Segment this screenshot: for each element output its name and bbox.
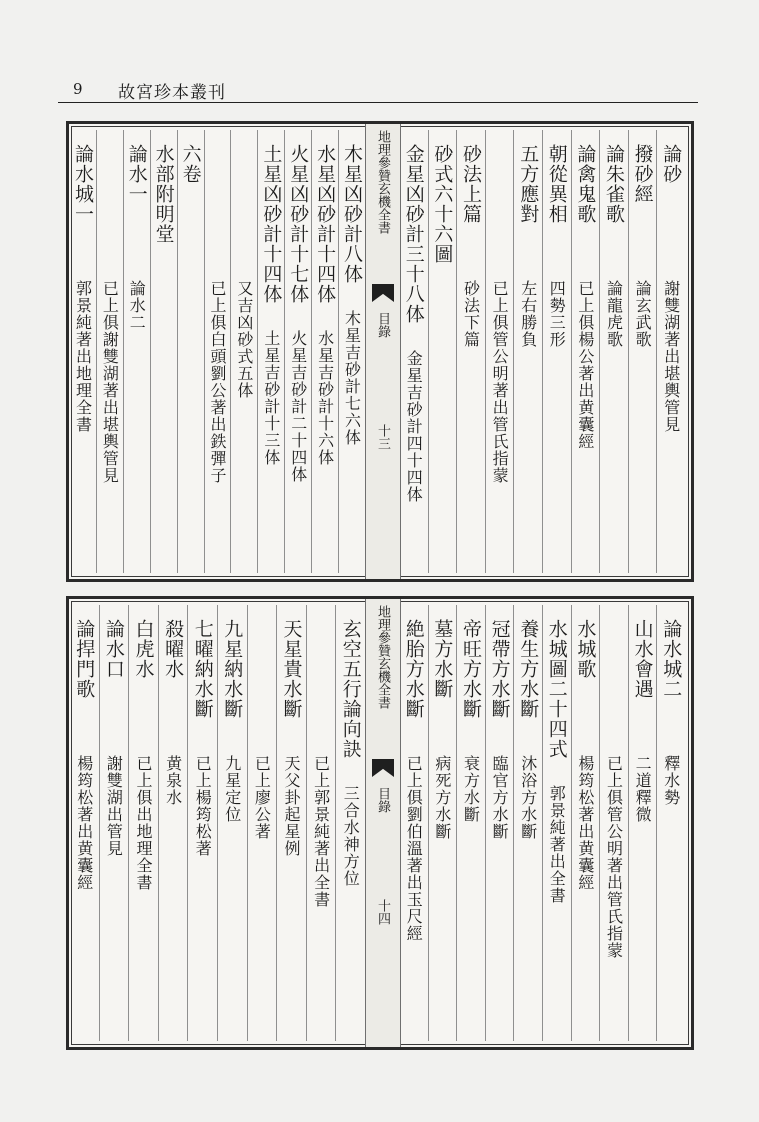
center-book-title: 地理參贊玄機全書 bbox=[375, 130, 390, 234]
toc-entry-title: 白虎水 bbox=[132, 619, 155, 679]
toc-entry-note: 論水二 bbox=[127, 280, 147, 331]
toc-column bbox=[428, 605, 458, 1041]
toc-column bbox=[456, 130, 486, 573]
toc-entry-title: 論砂 bbox=[660, 144, 683, 184]
toc-entry-note: 黄泉水 bbox=[163, 755, 183, 806]
toc-column bbox=[276, 605, 307, 1041]
toc-column bbox=[311, 130, 339, 573]
toc-entry-title: 水部附明堂 bbox=[152, 144, 175, 244]
toc-entry-note: 木星吉砂計七六体 bbox=[342, 310, 362, 446]
toc-column bbox=[628, 605, 658, 1041]
toc-column bbox=[571, 605, 601, 1041]
toc-column bbox=[628, 130, 658, 573]
toc-entry-title: 土星凶砂計十四体 bbox=[260, 144, 283, 304]
toc-entry-title: 山水會遇 bbox=[631, 619, 654, 699]
toc-entry-note: 郭景純著出地理全書 bbox=[73, 280, 93, 433]
toc-column bbox=[456, 605, 486, 1041]
toc-entry-title: 養生方水斷 bbox=[517, 619, 540, 719]
toc-entry-note: 天父卦起星例 bbox=[281, 755, 301, 857]
center-section-label: 目錄 bbox=[375, 312, 390, 338]
toc-column bbox=[217, 605, 248, 1041]
toc-entry-title: 論朱雀歌 bbox=[602, 144, 625, 224]
toc-entry-note: 水星吉砂計十六体 bbox=[315, 330, 335, 466]
center-fold-column bbox=[365, 599, 401, 1047]
center-section-label: 目錄 bbox=[375, 787, 390, 813]
center-book-title: 地理參贊玄機全書 bbox=[375, 605, 390, 709]
toc-entry-title: 七曜納水斷 bbox=[191, 619, 214, 719]
toc-column bbox=[69, 130, 97, 573]
toc-entry-title: 水城圖二十四式 bbox=[545, 619, 568, 759]
toc-entry-note: 已上俱楊公著出黄囊經 bbox=[575, 280, 595, 450]
toc-entry-note: 沐浴方水斷 bbox=[518, 755, 538, 840]
toc-entry-title: 墓方水斷 bbox=[431, 619, 454, 699]
toc-entry-title: 五方應對 bbox=[517, 144, 540, 224]
book-series-title: 故宮珍本叢刊 bbox=[118, 83, 226, 103]
toc-entry-note: 金星吉砂計四十四体 bbox=[404, 350, 424, 503]
toc-entry-note: 已上郭景純著出全書 bbox=[311, 755, 331, 908]
toc-entry-note: 論龍虎歌 bbox=[604, 280, 624, 348]
toc-column bbox=[150, 130, 178, 573]
toc-entry-note: 謝雙湖著出堪輿管見 bbox=[661, 280, 681, 433]
toc-column bbox=[96, 130, 124, 573]
toc-entry-note: 三合水神方位 bbox=[341, 785, 361, 887]
toc-entry-title: 帝旺方水斷 bbox=[459, 619, 482, 719]
toc-entry-title: 玄空五行論向訣 bbox=[339, 619, 362, 759]
toc-entry-note: 已上俱白頭劉公著出鉄彈子 bbox=[207, 280, 227, 484]
toc-entry-note: 已上俱管公明著出管氏指蒙 bbox=[604, 755, 624, 959]
toc-entry-note: 謝雙湖出管見 bbox=[104, 755, 124, 857]
toc-column bbox=[158, 605, 189, 1041]
toc-column bbox=[230, 130, 258, 573]
toc-column bbox=[513, 130, 543, 573]
toc-entry-note: 又吉凶砂式五体 bbox=[234, 280, 254, 399]
toc-entry-title: 殺曜水 bbox=[162, 619, 185, 679]
toc-entry-note: 論玄武歌 bbox=[633, 280, 653, 348]
toc-column bbox=[513, 605, 543, 1041]
toc-entry-title: 木星凶砂計八体 bbox=[341, 144, 364, 284]
toc-entry-note: 釋水勢 bbox=[661, 755, 681, 806]
toc-entry-title: 撥砂經 bbox=[631, 144, 654, 204]
toc-entry-note: 衰方水斷 bbox=[461, 755, 481, 823]
toc-entry-note: 砂法下篇 bbox=[461, 280, 481, 348]
toc-entry-note: 楊筠松著出黄囊經 bbox=[575, 755, 595, 891]
toc-column bbox=[599, 130, 629, 573]
toc-column bbox=[399, 130, 429, 573]
toc-column bbox=[284, 130, 312, 573]
toc-column bbox=[187, 605, 218, 1041]
toc-entry-title: 九星納水斷 bbox=[221, 619, 244, 719]
toc-column bbox=[542, 605, 572, 1041]
toc-column bbox=[485, 605, 515, 1041]
toc-entry-title: 論水口 bbox=[102, 619, 125, 679]
toc-entry-note: 楊筠松著出黄囊經 bbox=[74, 755, 94, 891]
toc-entry-title: 論捍門歌 bbox=[73, 619, 96, 699]
toc-entry-note: 已上俱管公明著出管氏指蒙 bbox=[490, 280, 510, 484]
toc-column bbox=[99, 605, 130, 1041]
toc-column bbox=[69, 605, 100, 1041]
toc-entry-note: 二道釋微 bbox=[633, 755, 653, 823]
toc-entry-note: 已上楊筠松著 bbox=[193, 755, 213, 857]
fishtail-mark bbox=[372, 284, 394, 302]
toc-entry-title: 水城歌 bbox=[574, 619, 597, 679]
toc-entry-note: 已上俱出地理全書 bbox=[133, 755, 153, 891]
toc-column bbox=[335, 605, 365, 1041]
toc-column bbox=[656, 605, 685, 1041]
center-fold-column bbox=[365, 124, 401, 579]
toc-entry-note: 已上俱謝雙湖著出堪輿管見 bbox=[100, 280, 120, 484]
toc-entry-note: 火星吉砂計二十四体 bbox=[288, 330, 308, 483]
toc-column bbox=[257, 130, 285, 573]
toc-entry-note: 土星吉砂計十三体 bbox=[261, 330, 281, 466]
fishtail-mark bbox=[372, 759, 394, 777]
toc-column bbox=[571, 130, 601, 573]
toc-entry-title: 論水一 bbox=[125, 144, 148, 204]
toc-column bbox=[123, 130, 151, 573]
toc-column bbox=[177, 130, 205, 573]
toc-entry-title: 金星凶砂計三十八体 bbox=[402, 144, 425, 324]
toc-column bbox=[399, 605, 429, 1041]
toc-column bbox=[247, 605, 278, 1041]
page-header bbox=[58, 72, 698, 103]
top-page-panel bbox=[66, 121, 694, 582]
toc-entry-title: 水星凶砂計十四体 bbox=[314, 144, 337, 304]
toc-column bbox=[128, 605, 159, 1041]
toc-entry-note: 病死方水斷 bbox=[432, 755, 452, 840]
bottom-page-panel bbox=[66, 596, 694, 1050]
center-folio: 十三 bbox=[375, 424, 390, 450]
center-folio: 十四 bbox=[375, 899, 390, 925]
toc-entry-title: 天星貴水斷 bbox=[280, 619, 303, 719]
toc-entry-title: 冠帶方水斷 bbox=[488, 619, 511, 719]
toc-entry-title: 朝從異相 bbox=[545, 144, 568, 224]
toc-column bbox=[485, 130, 515, 573]
toc-entry-title: 論水城二 bbox=[660, 619, 683, 699]
toc-column bbox=[656, 130, 685, 573]
toc-entry-note: 四勢三形 bbox=[547, 280, 567, 348]
toc-column bbox=[542, 130, 572, 573]
toc-entry-note: 已上俱劉伯溫著出玉尺經 bbox=[404, 755, 424, 942]
toc-entry-title: 絶胎方水斷 bbox=[402, 619, 425, 719]
toc-entry-title: 砂式六十六圖 bbox=[431, 144, 454, 264]
toc-entry-title: 論水城一 bbox=[71, 144, 94, 224]
toc-entry-note: 左右勝負 bbox=[518, 280, 538, 348]
toc-entry-title: 論禽鬼歌 bbox=[574, 144, 597, 224]
toc-entry-note: 九星定位 bbox=[222, 755, 242, 823]
toc-entry-note: 郭景純著出全書 bbox=[547, 785, 567, 904]
toc-column bbox=[428, 130, 458, 573]
toc-column bbox=[338, 130, 365, 573]
toc-entry-title: 砂法上篇 bbox=[459, 144, 482, 224]
toc-column bbox=[306, 605, 337, 1041]
toc-column bbox=[599, 605, 629, 1041]
toc-entry-title: 六卷 bbox=[179, 144, 202, 184]
toc-column bbox=[204, 130, 232, 573]
toc-entry-title: 火星凶砂計十七体 bbox=[287, 144, 310, 304]
toc-entry-note: 已上廖公著 bbox=[252, 755, 272, 840]
toc-entry-note: 臨官方水斷 bbox=[490, 755, 510, 840]
page-number: 9 bbox=[73, 80, 83, 98]
